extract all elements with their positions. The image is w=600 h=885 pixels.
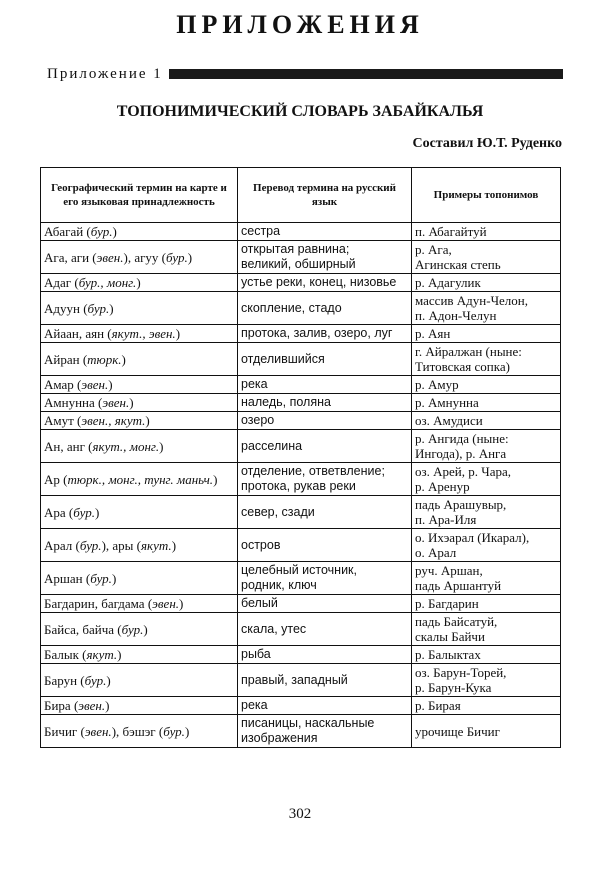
appendix-heading — [47, 65, 563, 83]
example-line: оз. Амудиси — [415, 413, 483, 428]
example-line: п. Ара-Иля — [415, 512, 477, 527]
example-line: р. Ангида (ныне: — [415, 431, 509, 446]
dictionary-title: ТОПОНИМИЧЕСКИЙ СЛОВАРЬ ЗАБАЙКАЛЬЯ — [116, 103, 484, 120]
translation-line: скала, утес — [241, 621, 307, 636]
examples-cell — [412, 223, 561, 241]
language-abbreviation: якут., эвен. — [111, 326, 176, 341]
translation-line: изображения — [241, 731, 318, 745]
table-row — [41, 223, 561, 241]
term-text: ) — [108, 377, 113, 392]
term-text: ) — [143, 621, 148, 637]
table-row — [41, 646, 561, 664]
language-abbreviation: бур. — [166, 249, 188, 265]
table-row — [41, 343, 561, 376]
translation-line: правый, западный — [241, 672, 348, 687]
translation-cell — [238, 241, 412, 274]
translation-cell — [238, 223, 412, 241]
term-text: ) — [171, 537, 177, 553]
term-cell — [41, 496, 238, 529]
example-line: п. Адон-Челун — [415, 308, 497, 323]
appendix-label: Приложение 1 — [47, 65, 163, 82]
term-text: Барун ( — [44, 672, 85, 688]
examples-cell — [412, 529, 561, 562]
table-header-row — [41, 168, 561, 223]
language-abbreviation: тюрк., монг., тунг. маньч. — [67, 471, 214, 487]
term-cell — [41, 376, 238, 394]
term-text: ) — [175, 326, 181, 341]
term-text: ) — [121, 351, 126, 367]
examples-cell — [412, 430, 561, 463]
language-abbreviation: эвен. — [152, 596, 180, 611]
translation-line: наледь, поляна — [241, 395, 331, 409]
term-cell — [41, 292, 238, 325]
translation-line: родник, ключ — [241, 578, 317, 592]
term-text: ) — [129, 395, 134, 410]
table-row — [41, 274, 561, 292]
examples-cell — [412, 463, 561, 496]
column-header-examples: Примеры топонимов — [412, 168, 561, 223]
term-cell — [41, 595, 238, 613]
term-text: Айран ( — [44, 351, 88, 367]
page-title: ПРИЛОЖЕНИЯ — [176, 10, 424, 39]
term-text: ), агуу ( — [123, 249, 167, 265]
examples-cell — [412, 646, 561, 664]
term-text: Багдарин, багдама ( — [44, 596, 153, 611]
table-row — [41, 715, 561, 748]
example-line: падь Аршантуй — [415, 578, 502, 593]
term-text: ), ары ( — [101, 537, 141, 553]
term-text: Бичиг ( — [44, 723, 85, 739]
examples-cell — [412, 496, 561, 529]
example-line: р. Ага, — [415, 242, 452, 257]
translation-line: отделение, ответвление; — [241, 464, 385, 478]
translation-cell — [238, 646, 412, 664]
term-cell — [41, 664, 238, 697]
term-cell — [41, 274, 238, 292]
example-line: г. Айралжан (ныне: — [415, 344, 522, 359]
term-text: ) — [136, 275, 141, 290]
term-text: ) — [145, 413, 150, 428]
language-abbreviation: бур. — [73, 504, 95, 520]
author-credit: Составил Ю.Т. Руденко — [412, 136, 562, 151]
table-row — [41, 697, 561, 715]
translation-cell — [238, 430, 412, 463]
language-abbreviation: эвен. — [81, 377, 109, 392]
term-cell — [41, 613, 238, 646]
term-text: ) — [159, 438, 164, 454]
language-abbreviation: якут., монг. — [92, 438, 160, 454]
term-text: ) — [111, 570, 117, 586]
example-line: р. Барун-Кука — [415, 680, 492, 695]
term-text: Адаг ( — [44, 275, 79, 290]
term-text: ), бэшэг ( — [111, 723, 164, 739]
language-abbreviation: якут. — [86, 647, 118, 662]
examples-cell — [412, 715, 561, 748]
language-abbreviation: бур. — [79, 537, 102, 553]
term-text: Ар ( — [44, 471, 68, 487]
example-line: р. Адагулик — [415, 275, 481, 290]
example-line: массив Адун-Челон, — [415, 293, 528, 308]
examples-cell — [412, 274, 561, 292]
term-text: ) — [179, 596, 184, 611]
table-row — [41, 376, 561, 394]
example-line: р. Амнунна — [415, 395, 479, 410]
language-abbreviation: эвен. — [84, 723, 112, 739]
table-row — [41, 496, 561, 529]
table-row — [41, 412, 561, 430]
table-row — [41, 664, 561, 697]
examples-cell — [412, 325, 561, 343]
term-text: ) — [117, 647, 122, 662]
term-text: Балык ( — [44, 647, 87, 662]
translation-cell — [238, 292, 412, 325]
translation-cell — [238, 562, 412, 595]
term-text: Амут ( — [44, 413, 82, 428]
table-row — [41, 292, 561, 325]
translation-cell — [238, 529, 412, 562]
examples-cell — [412, 343, 561, 376]
term-text: ) — [213, 471, 218, 487]
term-text: Байса, байча ( — [44, 621, 122, 637]
examples-cell — [412, 613, 561, 646]
term-text: Абагай ( — [44, 224, 91, 239]
table-row — [41, 325, 561, 343]
translation-line: писаницы, наскальные — [241, 716, 375, 730]
examples-cell — [412, 412, 561, 430]
language-abbreviation: эвен., якут. — [81, 413, 146, 428]
term-text: ) — [105, 698, 110, 713]
appendix-rule — [169, 69, 563, 79]
table-row — [41, 562, 561, 595]
page-number: 302 — [288, 806, 312, 822]
example-line: урочище Бичиг — [415, 723, 500, 739]
example-line: падь Байсатуй, — [415, 614, 498, 629]
term-text: Айаан, аян ( — [44, 326, 112, 341]
example-line: о. Ихэарал (Икарал), — [415, 530, 530, 545]
language-abbreviation: бур., монг. — [78, 275, 137, 290]
toponym-table — [40, 167, 561, 748]
term-text: ) — [106, 672, 111, 688]
language-abbreviation: якут. — [140, 537, 172, 553]
translation-line: сестра — [241, 224, 281, 238]
translation-line: протока, рукав реки — [241, 479, 356, 493]
example-line: р. Бирая — [415, 698, 461, 713]
translation-line: река — [241, 698, 268, 712]
example-line: оз. Арей, р. Чара, — [415, 464, 511, 479]
example-line: Агинская степь — [415, 257, 501, 272]
term-cell — [41, 697, 238, 715]
translation-cell — [238, 412, 412, 430]
example-line: р. Балыктах — [415, 647, 481, 662]
language-abbreviation: бур. — [87, 300, 110, 316]
language-abbreviation: бур. — [84, 672, 107, 688]
translation-line: протока, залив, озеро, луг — [241, 326, 393, 340]
term-text: Аршан ( — [44, 570, 91, 586]
term-text: ) — [94, 504, 100, 520]
column-header-translation: Перевод термина на русский язык — [238, 168, 412, 223]
language-abbreviation: бур. — [163, 723, 185, 739]
example-line: о. Арал — [415, 545, 457, 560]
translation-line: расселина — [241, 438, 303, 453]
examples-cell — [412, 697, 561, 715]
table-row — [41, 529, 561, 562]
example-line: р. Аян — [415, 326, 451, 341]
term-text: Ага, аги ( — [44, 249, 97, 265]
table-row — [41, 595, 561, 613]
term-cell — [41, 562, 238, 595]
examples-cell — [412, 664, 561, 697]
term-cell — [41, 325, 238, 343]
table-row — [41, 241, 561, 274]
term-cell — [41, 241, 238, 274]
translation-cell — [238, 496, 412, 529]
translation-line: отделившийся — [241, 351, 325, 366]
example-line: скалы Байчи — [415, 629, 485, 644]
term-cell — [41, 343, 238, 376]
term-text: Амнунна ( — [44, 395, 103, 410]
example-line: п. Абагайтуй — [415, 224, 487, 239]
translation-line: великий, обширный — [241, 257, 356, 271]
example-line: Титовская сопка) — [415, 359, 510, 374]
term-text: Амар ( — [44, 377, 82, 392]
examples-cell — [412, 394, 561, 412]
language-abbreviation: эвен. — [96, 249, 124, 265]
translation-cell — [238, 274, 412, 292]
term-cell — [41, 715, 238, 748]
table-body — [41, 223, 561, 748]
examples-cell — [412, 562, 561, 595]
translation-line: открытая равнина; — [241, 242, 350, 256]
example-line: падь Арашувыр, — [415, 497, 507, 512]
translation-line: белый — [241, 596, 278, 610]
translation-cell — [238, 697, 412, 715]
term-text: Ан, анг ( — [44, 438, 93, 454]
term-text: ) — [109, 300, 114, 316]
term-text: ) — [112, 224, 117, 239]
example-line: р. Багдарин — [415, 596, 479, 611]
translation-cell — [238, 343, 412, 376]
examples-cell — [412, 595, 561, 613]
translation-line: остров — [241, 537, 281, 552]
term-cell — [41, 412, 238, 430]
term-text: ) — [184, 723, 190, 739]
translation-cell — [238, 394, 412, 412]
translation-line: река — [241, 377, 268, 391]
term-text: Адуун ( — [44, 300, 88, 316]
term-text: ) — [187, 249, 193, 265]
example-line: Ингода), р. Анга — [415, 446, 507, 461]
translation-line: север, сзади — [241, 504, 315, 519]
language-abbreviation: бур. — [121, 621, 144, 637]
language-abbreviation: эвен. — [78, 698, 106, 713]
term-cell — [41, 394, 238, 412]
term-cell — [41, 529, 238, 562]
translation-cell — [238, 376, 412, 394]
table-row — [41, 394, 561, 412]
language-abbreviation: тюрк. — [87, 351, 122, 367]
translation-cell — [238, 325, 412, 343]
term-cell — [41, 223, 238, 241]
examples-cell — [412, 292, 561, 325]
translation-line: устье реки, конец, низовье — [241, 275, 397, 289]
example-line: руч. Аршан, — [415, 563, 483, 578]
translation-cell — [238, 613, 412, 646]
language-abbreviation: бур. — [90, 224, 113, 239]
translation-line: озеро — [241, 413, 275, 427]
translation-line: рыба — [241, 647, 271, 661]
column-header-term: Географический термин на карте и его языковая принадлежность — [41, 168, 238, 223]
translation-cell — [238, 463, 412, 496]
examples-cell — [412, 376, 561, 394]
term-text: Бира ( — [44, 698, 79, 713]
language-abbreviation: бур. — [90, 570, 112, 586]
term-text: Арал ( — [44, 537, 80, 553]
language-abbreviation: эвен. — [102, 395, 130, 410]
translation-cell — [238, 595, 412, 613]
term-cell — [41, 430, 238, 463]
table-row — [41, 613, 561, 646]
term-cell — [41, 463, 238, 496]
example-line: оз. Барун-Торей, — [415, 665, 507, 680]
translation-cell — [238, 664, 412, 697]
translation-line: целебный источник, — [241, 563, 357, 577]
table-row — [41, 463, 561, 496]
term-text: Ара ( — [44, 504, 74, 520]
table-row — [41, 430, 561, 463]
example-line: р. Аренур — [415, 479, 470, 494]
translation-line: скопление, стадо — [241, 300, 342, 315]
term-cell — [41, 646, 238, 664]
translation-cell — [238, 715, 412, 748]
examples-cell — [412, 241, 561, 274]
example-line: р. Амур — [415, 377, 459, 392]
